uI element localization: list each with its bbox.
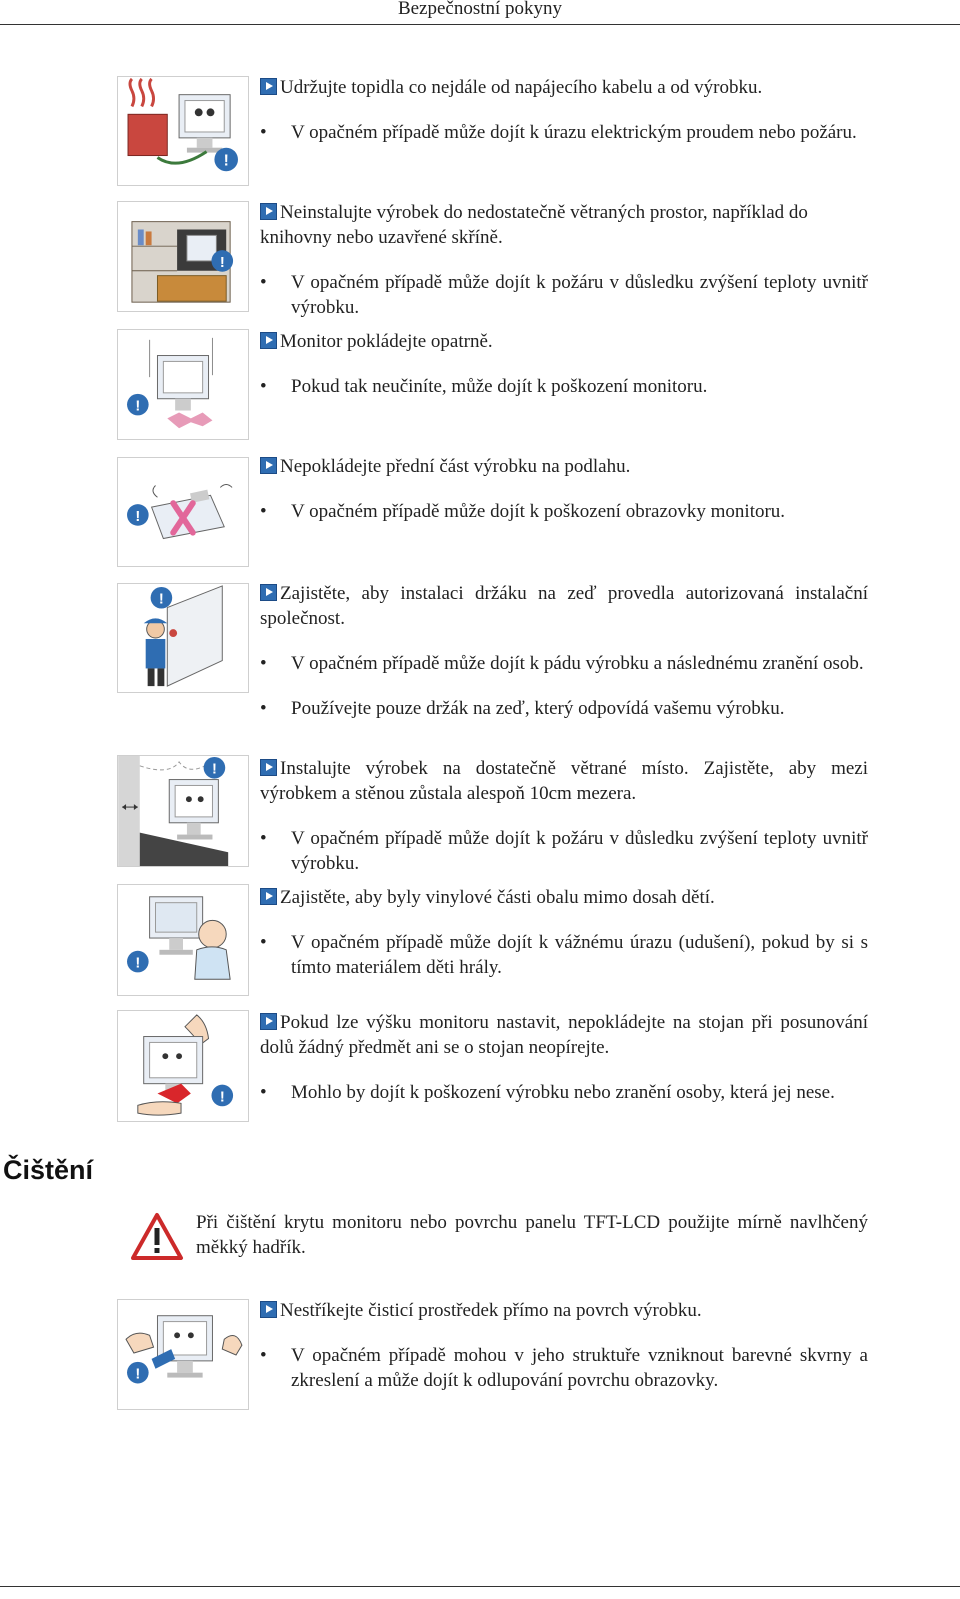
note-line: Pokud lze výšku monitoru nastavit, nepokládejte na stojan při posunování dolů žádný předmět ani se o stojan neopírejte. — [260, 1012, 868, 1058]
bullet-text: • V opačném případě může dojít k pádu výrobku a následnému zranění osob. — [260, 651, 868, 676]
note-arrow-icon — [260, 78, 277, 95]
cleaning-warning-text: Při čištění krytu monitoru nebo povrchu panelu TFT-LCD použijte mírně navlhčený měkký hadřík. — [196, 1212, 868, 1258]
safety-item — [260, 75, 868, 145]
svg-text:!: ! — [135, 955, 141, 972]
svg-text:!: ! — [211, 761, 217, 778]
svg-text:!: ! — [135, 508, 141, 525]
safety-item — [260, 1010, 868, 1105]
bullet-text: • Mohlo by dojít k poškození výrobku nebo zranění osoby, která jej nese. — [260, 1080, 868, 1105]
note-line: Nepokládejte přední část výrobku na podlahu. — [260, 454, 868, 479]
svg-text:!: ! — [219, 1089, 225, 1106]
bullet-text: • V opačném případě může dojít k úrazu elektrickým proudem nebo požáru. — [260, 120, 868, 145]
footer-divider — [0, 1586, 960, 1587]
ventilation-gap-icon — [117, 755, 249, 867]
note-arrow-icon — [260, 759, 277, 776]
note-arrow-icon — [260, 1301, 277, 1318]
note-arrow-icon — [260, 457, 277, 474]
monitor-face-down-icon — [117, 457, 249, 567]
safety-item — [260, 581, 868, 721]
note-line: Nestříkejte čisticí prostředek přímo na povrch výrobku. — [260, 1298, 868, 1323]
svg-text:!: ! — [135, 1366, 141, 1383]
section-title-cleaning: Čištění — [3, 1155, 94, 1185]
note-line: Udržujte topidla co nejdále od napájecího kabelu a od výrobku. — [260, 75, 868, 100]
wall-mount-installer-icon — [117, 583, 249, 693]
safety-item — [260, 200, 868, 320]
bullet-text: • V opačném případě může dojít k vážnému úrazu (udušení), pokud by si s tímto materiálem děti hrály. — [260, 930, 868, 980]
heater-monitor-icon — [117, 76, 249, 186]
bullet-text: • V opačném případě může dojít k poškození obrazovky monitoru. — [260, 499, 868, 524]
monitor-drop-icon — [117, 329, 249, 440]
header-divider — [0, 24, 960, 25]
note-line: Neinstalujte výrobek do nedostatečně větraných prostor, například do knihovny nebo uzavřené skříně. — [260, 202, 808, 248]
note-arrow-icon — [260, 203, 277, 220]
safety-item — [260, 454, 868, 524]
bullet-text: • Používejte pouze držák na zeď, který odpovídá vašemu výrobku. — [260, 696, 868, 721]
safety-item — [260, 1298, 868, 1393]
note-line: Instalujte výrobek na dostatečně větrané místo. Zajistěte, aby mezi výrobkem a stěnou zůstala alespoň 10cm mezera. — [260, 758, 868, 804]
svg-text:!: ! — [219, 254, 225, 271]
safety-item — [260, 756, 868, 876]
note-line: Zajistěte, aby byly vinylové části obalu mimo dosah dětí. — [260, 885, 868, 910]
bookshelf-monitor-icon — [117, 201, 249, 312]
note-arrow-icon — [260, 888, 277, 905]
note-arrow-icon — [260, 1013, 277, 1030]
safety-item — [260, 885, 868, 980]
stand-pinch-icon — [117, 1010, 249, 1122]
bullet-text: • V opačném případě mohou v jeho struktuře vzniknout barevné skvrny a zkreslení a může dojít k odlupování povrchu obrazovky. — [260, 1343, 868, 1393]
spray-cleaner-icon — [117, 1299, 249, 1410]
note-arrow-icon — [260, 332, 277, 349]
warning-triangle-icon — [130, 1212, 184, 1262]
note-line: Monitor pokládejte opatrně. — [260, 329, 868, 354]
safety-item — [260, 329, 868, 399]
note-line: Zajistěte, aby instalaci držáku na zeď provedla autorizovaná instalační společnost. — [260, 583, 868, 629]
note-arrow-icon — [260, 584, 277, 601]
svg-text:!: ! — [158, 591, 164, 608]
svg-text:!: ! — [135, 398, 141, 415]
bullet-text: • V opačném případě může dojít k požáru v důsledku zvýšení teploty uvnitř výrobku. — [260, 270, 868, 320]
bullet-text: • Pokud tak neučiníte, může dojít k poškození monitoru. — [260, 374, 868, 399]
page-header: Bezpečnostní pokyny — [397, 0, 563, 19]
svg-text:!: ! — [223, 152, 229, 170]
bullet-text: • V opačném případě může dojít k požáru v důsledku zvýšení teploty uvnitř výrobku. — [260, 826, 868, 876]
child-vinyl-icon — [117, 884, 249, 996]
